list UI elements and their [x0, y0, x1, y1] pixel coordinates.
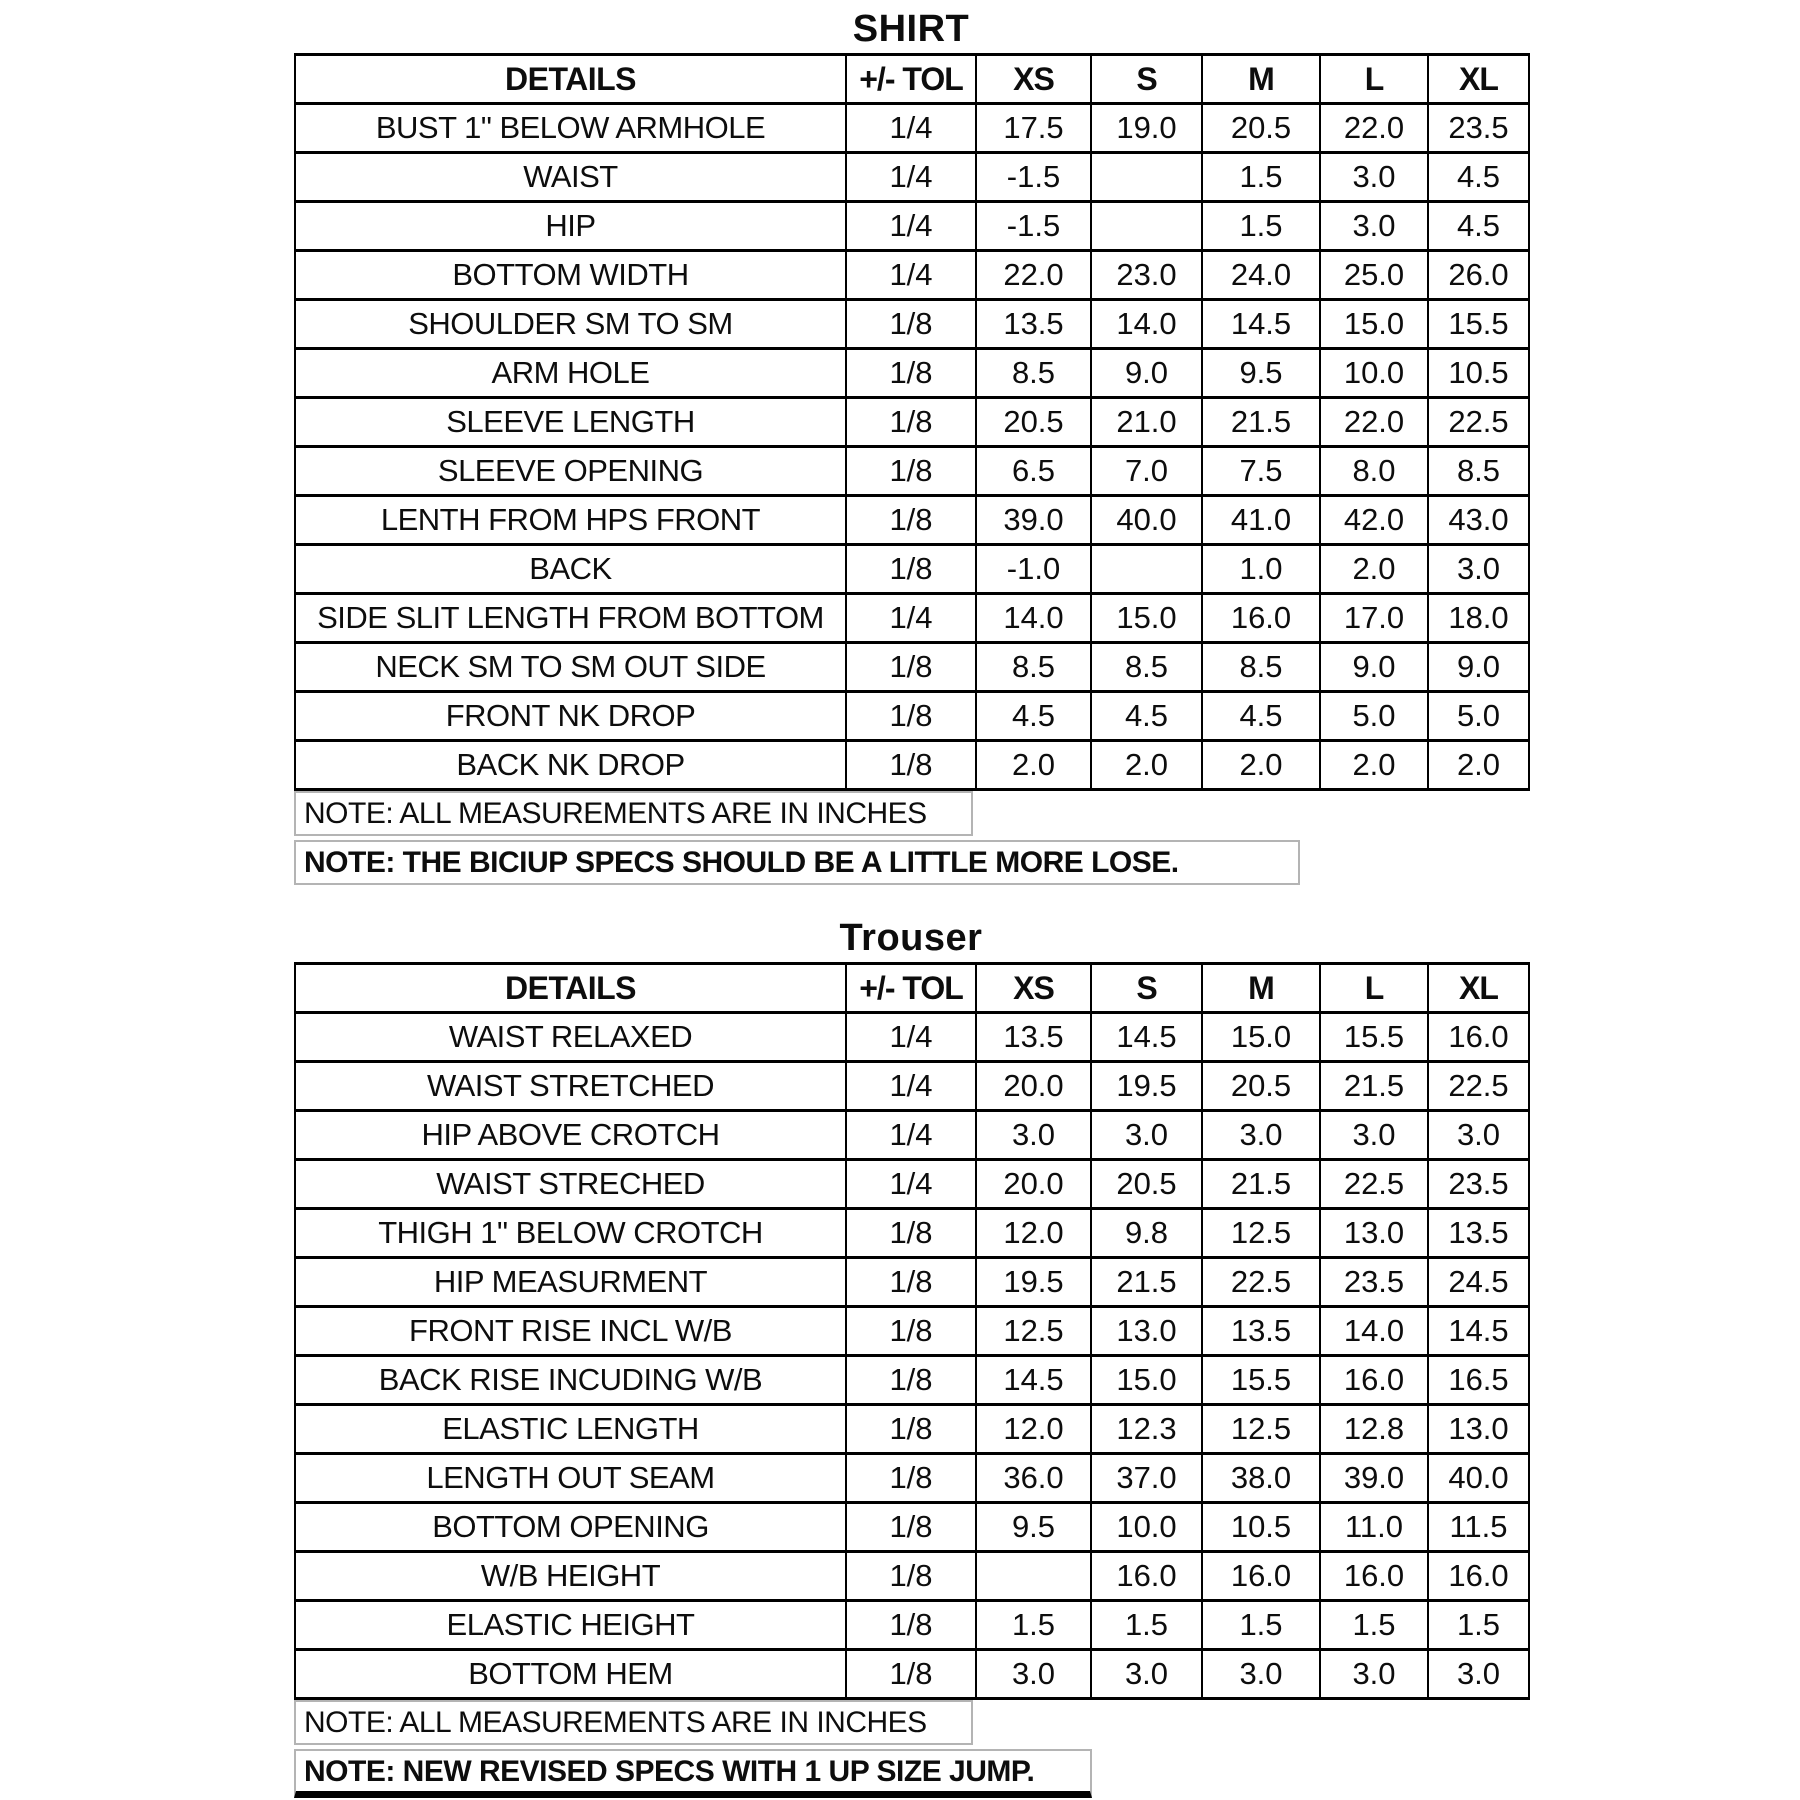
detail-label: NECK SM TO SM OUT SIDE [295, 643, 846, 692]
measurement-value: 12.5 [976, 1307, 1091, 1356]
measurement-value: 1/8 [846, 1405, 976, 1454]
column-header-l: L [1320, 964, 1428, 1013]
spec-sheet-content [294, 6, 1528, 1798]
measurement-value: 2.0 [1428, 741, 1529, 790]
detail-label: LENTH FROM HPS FRONT [295, 496, 846, 545]
detail-label: BACK NK DROP [295, 741, 846, 790]
measurement-value: 22.5 [1320, 1160, 1428, 1209]
measurement-value: 16.5 [1428, 1356, 1529, 1405]
measurement-value: 9.8 [1091, 1209, 1202, 1258]
measurement-value: 1/8 [846, 1650, 976, 1699]
measurement-value: 3.0 [1091, 1650, 1202, 1699]
measurement-value: 4.5 [1091, 692, 1202, 741]
measurement-value: 40.0 [1091, 496, 1202, 545]
detail-label: BACK [295, 545, 846, 594]
measurement-value: 3.0 [976, 1111, 1091, 1160]
measurement-value: 20.5 [1202, 104, 1320, 153]
measurement-value: 19.5 [976, 1258, 1091, 1307]
detail-label: SLEEVE LENGTH [295, 398, 846, 447]
measurement-value: 14.5 [976, 1356, 1091, 1405]
measurement-value: 12.0 [976, 1209, 1091, 1258]
measurement-value: 21.5 [1320, 1062, 1428, 1111]
detail-label: HIP ABOVE CROTCH [295, 1111, 846, 1160]
table-row [295, 545, 1529, 594]
shirt-note-fit-comment: NOTE: THE BICIUP SPECS SHOULD BE A LITTLE MORE LOSE. [294, 840, 1300, 885]
measurement-value: 1/4 [846, 104, 976, 153]
measurement-value: 15.5 [1320, 1013, 1428, 1062]
measurement-value: 24.5 [1428, 1258, 1529, 1307]
column-header-s: S [1091, 55, 1202, 104]
column-header-m: M [1202, 55, 1320, 104]
measurement-value: 14.0 [976, 594, 1091, 643]
measurement-value: 43.0 [1428, 496, 1529, 545]
trouser-section [294, 915, 1528, 1798]
table-row [295, 1552, 1529, 1601]
measurement-value [1091, 202, 1202, 251]
measurement-value: 3.0 [1428, 1111, 1529, 1160]
measurement-value: 23.5 [1428, 1160, 1529, 1209]
measurement-value: 23.5 [1320, 1258, 1428, 1307]
measurement-value: 15.0 [1320, 300, 1428, 349]
table-row [295, 1258, 1529, 1307]
measurement-value: 1/8 [846, 496, 976, 545]
measurement-value: 1/8 [846, 398, 976, 447]
column-header-l: L [1320, 55, 1428, 104]
measurement-value: 3.0 [1320, 1111, 1428, 1160]
measurement-value: 3.0 [1320, 153, 1428, 202]
detail-label: WAIST [295, 153, 846, 202]
detail-label: BUST 1" BELOW ARMHOLE [295, 104, 846, 153]
shirt-table-title: SHIRT [852, 8, 970, 50]
measurement-value: 12.3 [1091, 1405, 1202, 1454]
column-header-tol: +/- TOL [846, 55, 976, 104]
table-row [295, 496, 1529, 545]
table-row [295, 1209, 1529, 1258]
measurement-value: 20.5 [976, 398, 1091, 447]
measurement-value: 4.5 [1428, 153, 1529, 202]
measurement-value: 3.0 [976, 1650, 1091, 1699]
table-row [295, 398, 1529, 447]
measurement-value: 11.5 [1428, 1503, 1529, 1552]
shirt-size-spec-table [294, 53, 1530, 791]
measurement-value: 1.5 [1202, 202, 1320, 251]
measurement-value: 1/8 [846, 692, 976, 741]
measurement-value: 1/8 [846, 1552, 976, 1601]
detail-label: WAIST STRECHED [295, 1160, 846, 1209]
measurement-value: 1.5 [1320, 1601, 1428, 1650]
table-row [295, 1601, 1529, 1650]
measurement-value: 15.0 [1091, 1356, 1202, 1405]
table-row [295, 692, 1529, 741]
measurement-value: 20.0 [976, 1160, 1091, 1209]
measurement-value: 39.0 [976, 496, 1091, 545]
table-row [295, 251, 1529, 300]
measurement-value: 1.5 [1202, 1601, 1320, 1650]
measurement-value: 16.0 [1202, 594, 1320, 643]
measurement-value: 41.0 [1202, 496, 1320, 545]
detail-label: HIP MEASURMENT [295, 1258, 846, 1307]
measurement-value: 20.0 [976, 1062, 1091, 1111]
measurement-value: 13.5 [1202, 1307, 1320, 1356]
table-row [295, 1356, 1529, 1405]
measurement-value: 1.5 [1428, 1601, 1529, 1650]
measurement-value: 14.5 [1428, 1307, 1529, 1356]
measurement-value: 12.8 [1320, 1405, 1428, 1454]
measurement-value: 10.0 [1091, 1503, 1202, 1552]
measurement-value: 23.0 [1091, 251, 1202, 300]
table-row [295, 447, 1529, 496]
table-row [295, 349, 1529, 398]
measurement-value: 39.0 [1320, 1454, 1428, 1503]
measurement-value: 1/4 [846, 594, 976, 643]
measurement-value: 21.5 [1091, 1258, 1202, 1307]
measurement-value: 1/8 [846, 1209, 976, 1258]
measurement-value: 9.5 [1202, 349, 1320, 398]
measurement-value: 22.5 [1202, 1258, 1320, 1307]
trouser-table-title: Trouser [839, 917, 983, 959]
measurement-value: 21.5 [1202, 398, 1320, 447]
column-header-xs: XS [976, 55, 1091, 104]
measurement-value: 22.0 [1320, 104, 1428, 153]
measurement-value: 3.0 [1320, 1650, 1428, 1699]
measurement-value: 40.0 [1428, 1454, 1529, 1503]
measurement-value: 2.0 [1320, 545, 1428, 594]
detail-label: BOTTOM HEM [295, 1650, 846, 1699]
measurement-value: 13.0 [1320, 1209, 1428, 1258]
measurement-value: 14.5 [1091, 1013, 1202, 1062]
table-row [295, 1405, 1529, 1454]
detail-label: WAIST STRETCHED [295, 1062, 846, 1111]
measurement-value: 37.0 [1091, 1454, 1202, 1503]
measurement-value: 1/8 [846, 1454, 976, 1503]
measurement-value: 12.5 [1202, 1209, 1320, 1258]
table-row [295, 643, 1529, 692]
measurement-value: 1/8 [846, 349, 976, 398]
shirt-table-body [295, 104, 1529, 790]
measurement-value: 2.0 [1091, 741, 1202, 790]
table-row [295, 1503, 1529, 1552]
measurement-value: 12.0 [976, 1405, 1091, 1454]
shirt-section [294, 6, 1528, 885]
measurement-value: 5.0 [1320, 692, 1428, 741]
measurement-value: 1/8 [846, 741, 976, 790]
table-row [295, 300, 1529, 349]
measurement-value: 3.0 [1320, 202, 1428, 251]
measurement-value: 22.0 [1320, 398, 1428, 447]
measurement-value: 24.0 [1202, 251, 1320, 300]
measurement-value: 26.0 [1428, 251, 1529, 300]
measurement-value: 4.5 [976, 692, 1091, 741]
trouser-note-units: NOTE: ALL MEASUREMENTS ARE IN INCHES [294, 1700, 973, 1745]
measurement-value: 19.0 [1091, 104, 1202, 153]
measurement-value: 42.0 [1320, 496, 1428, 545]
measurement-value: 10.5 [1428, 349, 1529, 398]
measurement-value: 1/8 [846, 643, 976, 692]
measurement-value: 1/4 [846, 251, 976, 300]
table-row [295, 1111, 1529, 1160]
measurement-value: -1.5 [976, 153, 1091, 202]
detail-label: BOTTOM OPENING [295, 1503, 846, 1552]
column-header-s: S [1091, 964, 1202, 1013]
measurement-value: 1.5 [976, 1601, 1091, 1650]
measurement-value: 1/8 [846, 545, 976, 594]
measurement-value: 15.0 [1091, 594, 1202, 643]
column-header-xl: XL [1428, 55, 1529, 104]
detail-label: FRONT NK DROP [295, 692, 846, 741]
measurement-value: 3.0 [1428, 1650, 1529, 1699]
table-row [295, 1650, 1529, 1699]
measurement-value: 1.0 [1202, 545, 1320, 594]
measurement-value: 16.0 [1428, 1552, 1529, 1601]
measurement-value: 1.5 [1202, 153, 1320, 202]
measurement-value: 4.5 [1202, 692, 1320, 741]
measurement-value: 17.0 [1320, 594, 1428, 643]
measurement-value: 9.0 [1428, 643, 1529, 692]
measurement-value: 1/8 [846, 447, 976, 496]
column-header-details: DETAILS [295, 55, 846, 104]
measurement-value: 20.5 [1091, 1160, 1202, 1209]
measurement-value: -1.0 [976, 545, 1091, 594]
measurement-value: 10.5 [1202, 1503, 1320, 1552]
measurement-value: 10.0 [1320, 349, 1428, 398]
measurement-value: 14.0 [1320, 1307, 1428, 1356]
shirt-note-units: NOTE: ALL MEASUREMENTS ARE IN INCHES [294, 791, 973, 836]
measurement-value: 16.0 [1091, 1552, 1202, 1601]
table-row [295, 1454, 1529, 1503]
measurement-value: 8.5 [1091, 643, 1202, 692]
measurement-value: 7.0 [1091, 447, 1202, 496]
measurement-value: 8.5 [976, 643, 1091, 692]
measurement-value: 5.0 [1428, 692, 1529, 741]
measurement-value: 1/8 [846, 1356, 976, 1405]
detail-label: SIDE SLIT LENGTH FROM BOTTOM [295, 594, 846, 643]
detail-label: SLEEVE OPENING [295, 447, 846, 496]
detail-label: HIP [295, 202, 846, 251]
trouser-table-body [295, 1013, 1529, 1699]
detail-label: THIGH 1" BELOW CROTCH [295, 1209, 846, 1258]
measurement-value: 1/4 [846, 1160, 976, 1209]
measurement-value: 2.0 [1202, 741, 1320, 790]
table-row [295, 1062, 1529, 1111]
detail-label: W/B HEIGHT [295, 1552, 846, 1601]
measurement-value: 21.0 [1091, 398, 1202, 447]
measurement-value: 1/8 [846, 1307, 976, 1356]
measurement-value: 3.0 [1202, 1111, 1320, 1160]
measurement-value: 19.5 [1091, 1062, 1202, 1111]
table-row [295, 1013, 1529, 1062]
detail-label: LENGTH OUT SEAM [295, 1454, 846, 1503]
detail-label: ELASTIC LENGTH [295, 1405, 846, 1454]
measurement-value: 23.5 [1428, 104, 1529, 153]
measurement-value: 1/4 [846, 1111, 976, 1160]
column-header-details: DETAILS [295, 964, 846, 1013]
measurement-value: 3.0 [1202, 1650, 1320, 1699]
measurement-value: 3.0 [1091, 1111, 1202, 1160]
measurement-value: 1/4 [846, 1013, 976, 1062]
table-row [295, 1160, 1529, 1209]
table-row [295, 202, 1529, 251]
measurement-value: 9.5 [976, 1503, 1091, 1552]
measurement-value: 12.5 [1202, 1405, 1320, 1454]
measurement-value: 13.5 [976, 1013, 1091, 1062]
measurement-value: 16.0 [1320, 1356, 1428, 1405]
measurement-value: 14.5 [1202, 300, 1320, 349]
measurement-value: 8.0 [1320, 447, 1428, 496]
measurement-value: 15.5 [1202, 1356, 1320, 1405]
measurement-value: 14.0 [1091, 300, 1202, 349]
measurement-value: -1.5 [976, 202, 1091, 251]
measurement-value: 13.5 [1428, 1209, 1529, 1258]
column-header-xl: XL [1428, 964, 1529, 1013]
measurement-value: 13.0 [1091, 1307, 1202, 1356]
measurement-value [976, 1552, 1091, 1601]
trouser-header-row [295, 964, 1529, 1013]
measurement-value: 1/4 [846, 202, 976, 251]
measurement-value: 1/8 [846, 1601, 976, 1650]
detail-label: BOTTOM WIDTH [295, 251, 846, 300]
measurement-value: 13.5 [976, 300, 1091, 349]
measurement-value: 9.0 [1320, 643, 1428, 692]
measurement-value: 18.0 [1428, 594, 1529, 643]
measurement-value: 16.0 [1428, 1013, 1529, 1062]
measurement-value [1091, 153, 1202, 202]
measurement-value: 21.5 [1202, 1160, 1320, 1209]
measurement-value: 25.0 [1320, 251, 1428, 300]
table-row [295, 594, 1529, 643]
measurement-value: 8.5 [1428, 447, 1529, 496]
measurement-value: 3.0 [1428, 545, 1529, 594]
table-row [295, 741, 1529, 790]
table-row [295, 104, 1529, 153]
measurement-value: 15.0 [1202, 1013, 1320, 1062]
measurement-value: 38.0 [1202, 1454, 1320, 1503]
measurement-value: 16.0 [1320, 1552, 1428, 1601]
measurement-value: 7.5 [1202, 447, 1320, 496]
measurement-value: 8.5 [976, 349, 1091, 398]
detail-label: BACK RISE INCUDING W/B [295, 1356, 846, 1405]
measurement-value: 20.5 [1202, 1062, 1320, 1111]
detail-label: ELASTIC HEIGHT [295, 1601, 846, 1650]
measurement-value: 17.5 [976, 104, 1091, 153]
column-header-m: M [1202, 964, 1320, 1013]
measurement-value: 1/8 [846, 1258, 976, 1307]
measurement-value: 22.5 [1428, 1062, 1529, 1111]
measurement-value: 8.5 [1202, 643, 1320, 692]
trouser-note-revision-comment: NOTE: NEW REVISED SPECS WITH 1 UP SIZE JUMP. [294, 1749, 1092, 1798]
measurement-value: 22.0 [976, 251, 1091, 300]
measurement-value: 16.0 [1202, 1552, 1320, 1601]
measurement-value: 13.0 [1428, 1405, 1529, 1454]
measurement-value: 36.0 [976, 1454, 1091, 1503]
table-row [295, 153, 1529, 202]
measurement-value: 2.0 [1320, 741, 1428, 790]
measurement-value: 22.5 [1428, 398, 1529, 447]
measurement-value: 11.0 [1320, 1503, 1428, 1552]
detail-label: WAIST RELAXED [295, 1013, 846, 1062]
measurement-value: 1/8 [846, 300, 976, 349]
measurement-value: 4.5 [1428, 202, 1529, 251]
column-header-tol: +/- TOL [846, 964, 976, 1013]
measurement-value [1091, 545, 1202, 594]
detail-label: ARM HOLE [295, 349, 846, 398]
table-row [295, 1307, 1529, 1356]
column-header-xs: XS [976, 964, 1091, 1013]
measurement-value: 1.5 [1091, 1601, 1202, 1650]
trouser-size-spec-table [294, 962, 1530, 1700]
measurement-value: 1/4 [846, 153, 976, 202]
measurement-value: 1/4 [846, 1062, 976, 1111]
shirt-header-row [295, 55, 1529, 104]
detail-label: FRONT RISE INCL W/B [295, 1307, 846, 1356]
measurement-value: 2.0 [976, 741, 1091, 790]
measurement-value: 1/8 [846, 1503, 976, 1552]
measurement-value: 6.5 [976, 447, 1091, 496]
measurement-value: 15.5 [1428, 300, 1529, 349]
detail-label: SHOULDER SM TO SM [295, 300, 846, 349]
measurement-value: 9.0 [1091, 349, 1202, 398]
